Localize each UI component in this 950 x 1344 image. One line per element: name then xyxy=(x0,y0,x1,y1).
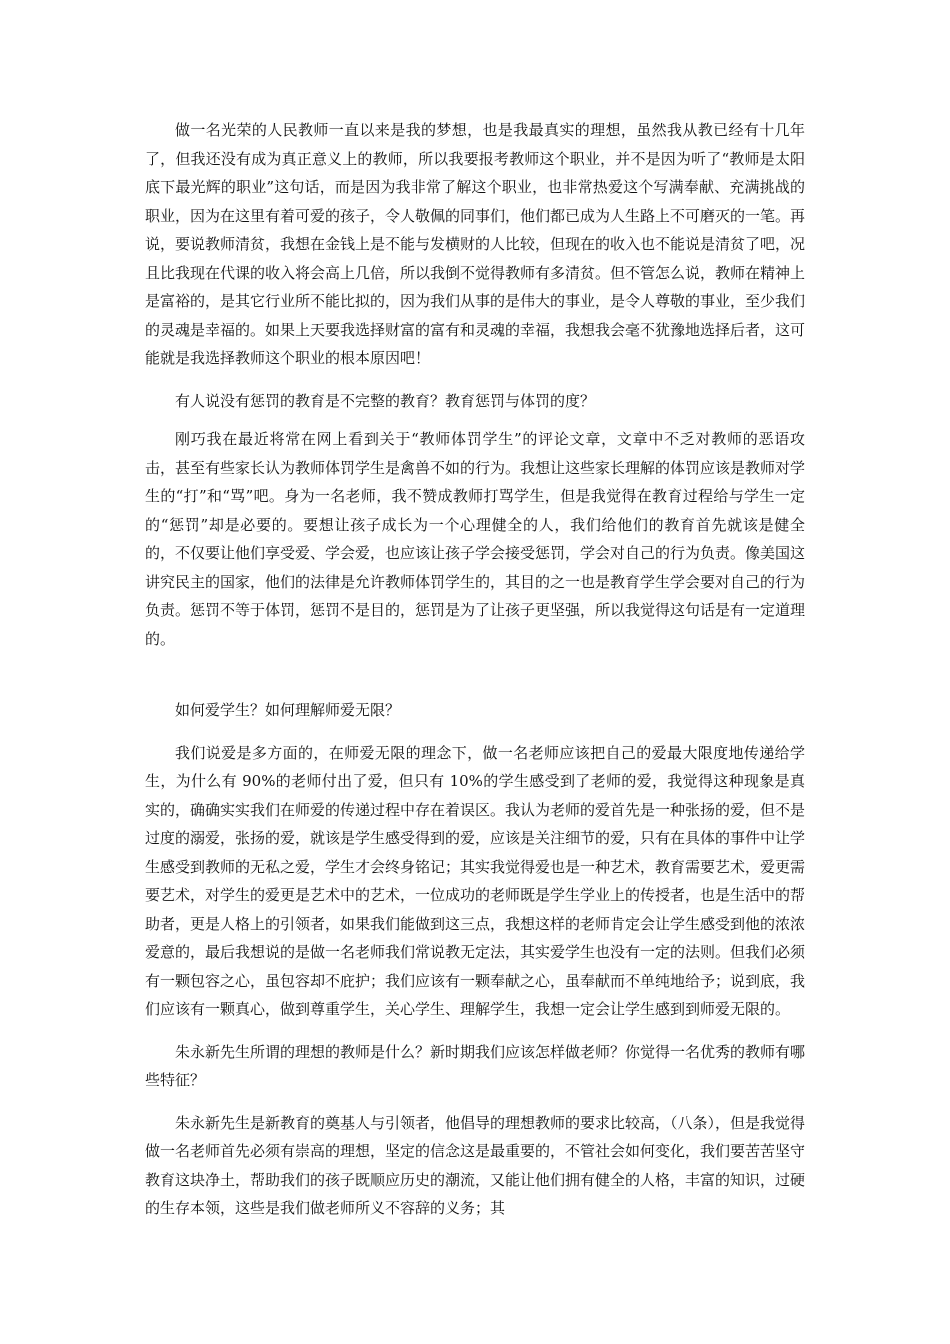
paragraph-love-answer: 我们说爱是多方面的，在师爱无限的理念下，做一名老师应该把自己的爱最大限度地传递给学生，为什么有 90%的老师付出了爱，但只有 10%的学生感受到了老师的爱，我觉得这种现象是真实的，确确实实我们在师爱的传递过程中存在着误区。我认为老师的爱首先是一种张扬的爱，但不是过度的溺爱，张扬的爱，就该是学生感受得到的爱，应该是关注细节的爱，只有在具体的事件中让学生感受到教师的无私之爱，学生才会终身铭记；其实我觉得爱也是一种艺术，教育需要艺术，爱更需要艺术，对学生的爱更是艺术中的艺术，一位成功的老师既是学生学业上的传授者，也是生活中的帮助者，更是人格上的引领者，如果我们能做到这三点，我想这样的老师肯定会让学生感受到他的浓浓爱意的，最后我想说的是做一名老师我们常说教无定法，其实爱学生也没有一定的法则。但我们必须有一颗包容之心，虽包容却不庇护；我们应该有一颗奉献之心，虽奉献而不单纯地给予；说到底，我们应该有一颗真心，做到尊重学生，关心学生、理解学生，我想一定会让学生感到到师爱无限的。 xyxy=(145,743,806,1018)
paragraph-teaching-dream: 做一名光荣的人民教师一直以来是我的梦想，也是我最真实的理想，虽然我从教已经有十几年了，但我还没有成为真正意义上的教师，所以我要报考教师这个职业，并不是因为听了“教师是太阳底下最光辉的职业”这句话，而是因为我非常了解这个职业，也非常热爱这个写满奉献、充满挑战的职业，因为在这里有着可爱的孩子，令人敬佩的同事们，他们都已成为人生路上不可磨灭的一笔。再说，要说教师清贫，我想在金钱上是不能与发横财的人比较，但现在的收入也不能说是清贫了吧，况且比我现在代课的收入将会高上几倍，所以我倒不觉得教师有多清贫。但不管怎么说，教师在精神上是富裕的，是其它行业所不能比拟的，因为我们从事的是伟大的事业，是令人尊敬的事业，至少我们的灵魂是幸福的。如果上天要我选择财富的富有和灵魂的幸福，我想我会毫不犹豫地选择后者，这可能就是我选择教师这个职业的根本原因吧！ xyxy=(145,121,806,367)
paragraph-ideal-teacher-answer: 朱永新先生是新教育的奠基人与引领者，他倡导的理想教师的要求比较高，（八条），但是我觉得做一名老师首先必须有崇高的理想，坚定的信念这是最重要的，不管社会如何变化，我们要苦苦坚守教育这块净土，帮助我们的孩子既顺应历史的潮流，又能让他们拥有健全的人格，丰富的知识，过硬的生存本领，这些是我们做老师所义不容辞的义务；其 xyxy=(145,1113,806,1217)
paragraph-gap xyxy=(145,373,805,387)
paragraph-gap xyxy=(145,653,805,696)
document-body xyxy=(145,116,805,1223)
paragraph-gap xyxy=(145,415,805,425)
question-punishment: 有人说没有惩罚的教育是不完整的教育？教育惩罚与体罚的度？ xyxy=(175,391,596,410)
question-ideal-teacher: 朱永新先生所谓的理想的教师是什么？新时期我们应该怎样做老师？你觉得一名优秀的教师有哪些特征？ xyxy=(145,1042,806,1089)
paragraph-punishment-answer: 刚巧我在最近将常在网上看到关于“教师体罚学生”的评论文章，文章中不乏对教师的恶语攻击，甚至有些家长认为教师体罚学生是禽兽不如的行为。我想让这些家长理解的体罚应该是教师对学生的“打”和“骂”吧。身为一名老师，我不赞成教师打骂学生，但是我觉得在教育过程给与学生一定的“惩罚”却是必要的。要想让孩子成长为一个心理健全的人，我们给他们的教育首先就该是健全的，不仅要让他们享受爱、学会爱，也应该让孩子学会接受惩罚，学会对自己的行为负责。像美国这讲究民主的国家，他们的法律是允许教师体罚学生的，其目的之一也是教育学生学会要对自己的行为负责。惩罚不等于体罚，惩罚不是目的，惩罚是为了让孩子更坚强，所以我觉得这句话是有一定道理的。 xyxy=(145,430,806,648)
question-love-students: 如何爱学生？如何理解师爱无限？ xyxy=(175,701,401,719)
paragraph-gap xyxy=(145,725,805,739)
paragraph-gap xyxy=(145,1095,805,1109)
paragraph-gap xyxy=(145,1024,805,1038)
